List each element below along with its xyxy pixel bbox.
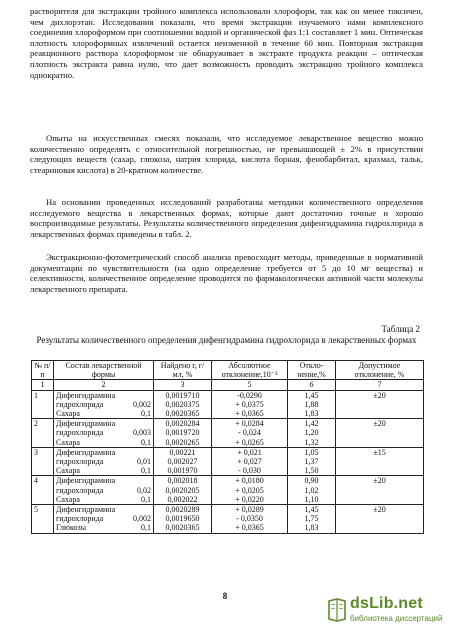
table-row xyxy=(32,447,424,476)
ingredient-quantity: 0,1 xyxy=(141,494,151,504)
header-composition: Состав лекарственной формы xyxy=(54,361,154,380)
ingredient-quantity: 0,002 xyxy=(133,399,151,409)
row-number: 5 xyxy=(32,505,54,534)
composition-line xyxy=(56,514,151,523)
relative-deviation-value: 1,20 xyxy=(304,428,319,438)
ingredient-name: Дифенгидрамина xyxy=(56,476,116,486)
absolute-deviation-cell xyxy=(212,476,288,505)
ingredient-name: Сахара xyxy=(56,494,80,504)
watermark-site[interactable]: dsLib.net xyxy=(350,595,423,612)
found-value: 0,001970 xyxy=(167,466,198,476)
table-row xyxy=(32,390,424,419)
ingredient-quantity: 0,1 xyxy=(141,409,151,419)
allowed-deviation-cell: ±20 xyxy=(336,390,424,419)
relative-deviation-value: 0,90 xyxy=(304,476,319,486)
ingredient-name: Глюкозы xyxy=(56,523,87,533)
table-row xyxy=(32,476,424,505)
relative-deviation-cell xyxy=(288,505,336,534)
found-value: 0,002022 xyxy=(167,494,198,504)
header-relative-deviation: Откло-нение,% xyxy=(288,361,336,380)
table-row xyxy=(32,505,424,534)
ingredient-name: гидрохлорида xyxy=(56,399,104,409)
ingredient-quantity: 0,01 xyxy=(137,457,151,467)
found-value: 0,0019720 xyxy=(165,428,200,438)
relative-deviation-value: 1,37 xyxy=(304,457,319,467)
header-number: № п/ п xyxy=(32,361,54,380)
paragraph-4: Экстракционно-фотометрический способ анализа превосходит методы, приведенные в нормативной документации по чувствительности (на одно определение требуется от 5 до 10 мг вещества) и селективности, количественное определение проводится по фармакологически активной части молекулы лекарственного препарата. xyxy=(30,252,423,294)
relative-deviation-value: 1,88 xyxy=(304,399,319,409)
ingredient-name: гидрохлорида xyxy=(56,428,104,438)
relative-deviation-cell xyxy=(288,390,336,419)
relative-deviation-cell xyxy=(288,476,336,505)
ingredient-name: Сахара xyxy=(56,437,80,447)
allowed-deviation-cell: ±15 xyxy=(336,447,424,476)
composition-line xyxy=(56,428,151,437)
relative-deviation-value: 1,83 xyxy=(304,409,319,419)
composition-line xyxy=(56,457,151,466)
column-number: 7 xyxy=(336,380,424,390)
found-value: 0,002018 xyxy=(167,476,198,486)
relative-deviation-value: 1,05 xyxy=(304,447,319,457)
found-value: 0,0020289 xyxy=(165,505,200,515)
absolute-deviation-value: + 0,027 xyxy=(237,457,262,467)
composition-line xyxy=(56,438,151,447)
ingredient-name: гидрохлорида xyxy=(56,457,104,467)
header-allowed-deviation: Допустимое отклонение, % xyxy=(336,361,424,380)
absolute-deviation-value: + 0,0375 xyxy=(235,399,264,409)
composition-line xyxy=(56,476,151,485)
absolute-deviation-value: -0,0290 xyxy=(237,390,262,400)
absolute-deviation-cell xyxy=(212,419,288,448)
found-cell xyxy=(154,505,212,534)
absolute-deviation-value: + 0,0265 xyxy=(235,437,264,447)
absolute-deviation-value: + 0,0180 xyxy=(235,476,264,486)
found-value: 0,0020375 xyxy=(165,399,200,409)
found-value: 0,002027 xyxy=(167,457,198,467)
absolute-deviation-value: - 0,0350 xyxy=(236,514,263,524)
table-caption: Таблица 2 xyxy=(381,324,420,334)
relative-deviation-value: 1,75 xyxy=(304,514,319,524)
ingredient-name: Дифенгидрамина xyxy=(56,390,116,400)
relative-deviation-value: 1,45 xyxy=(304,505,319,515)
ingredient-quantity: 0,003 xyxy=(133,428,151,438)
ingredient-name: Сахара xyxy=(56,466,80,476)
composition-cell xyxy=(54,447,154,476)
relative-deviation-value: 1,45 xyxy=(304,390,319,400)
watermark-subtitle: библиотека диссертаций xyxy=(350,614,443,623)
found-value: 0,0020284 xyxy=(165,419,200,429)
relative-deviation-cell xyxy=(288,419,336,448)
table-title: Результаты количественного определения дифенгидрамина гидрохлорида в лекарственных формах xyxy=(36,335,417,345)
row-number: 2 xyxy=(32,419,54,448)
relative-deviation-value: 1,02 xyxy=(304,485,319,495)
absolute-deviation-value: + 0,0205 xyxy=(235,485,264,495)
relative-deviation-cell xyxy=(288,447,336,476)
found-value: 0,0020265 xyxy=(165,437,200,447)
composition-line xyxy=(56,495,151,504)
found-value: 0,00221 xyxy=(169,447,196,457)
composition-cell xyxy=(54,390,154,419)
found-value: 0,0020205 xyxy=(165,485,200,495)
allowed-deviation-cell: ±20 xyxy=(336,476,424,505)
column-number-row xyxy=(32,380,424,390)
composition-line xyxy=(56,400,151,409)
row-number: 3 xyxy=(32,447,54,476)
composition-line xyxy=(56,391,151,400)
absolute-deviation-cell xyxy=(212,390,288,419)
found-value: 0,0020365 xyxy=(165,409,200,419)
absolute-deviation-cell xyxy=(212,505,288,534)
ingredient-name: гидрохлорида xyxy=(56,514,104,524)
composition-line xyxy=(56,505,151,514)
column-number: 1 xyxy=(32,380,54,390)
found-cell xyxy=(154,447,212,476)
table-body xyxy=(32,390,424,533)
composition-line xyxy=(56,466,151,475)
relative-deviation-value: 1,32 xyxy=(304,437,319,447)
column-number: 6 xyxy=(288,380,336,390)
found-value: 0,0019650 xyxy=(165,514,200,524)
absolute-deviation-value: + 0,021 xyxy=(237,447,262,457)
absolute-deviation-cell xyxy=(212,447,288,476)
ingredient-name: Дифенгидрамина xyxy=(56,447,116,457)
relative-deviation-value: 1,10 xyxy=(304,494,319,504)
composition-line xyxy=(56,523,151,532)
absolute-deviation-value: + 0,0365 xyxy=(235,409,264,419)
relative-deviation-value: 1,50 xyxy=(304,466,319,476)
ingredient-name: Сахара xyxy=(56,409,80,419)
header-found: Найдено г, г/мл, % xyxy=(154,361,212,380)
paragraph-1: растворителя для экстракции тройного комплекса использовали хлороформ, так как он менее токсичен, чем дихлорэтан. Исследования показали, что время экстракции изучаемого нами комплексного соединения хлороформом при соотношении водной и органической фаз 1:1 составляет 1 мин. Оптическая плотность хлороформных извлечений остается неизменной в течение 60 мин. Повторная экстракция реакционного раствора хлороформом не обнаруживает в экстракте продукта реакции – оптическая плотность экстракта равна нулю, что дает возможность проводить экстракцию тройного комплекса однократно. xyxy=(30,6,423,80)
found-value: 0,0019710 xyxy=(165,390,200,400)
composition-line xyxy=(56,419,151,428)
absolute-deviation-value: + 0,0365 xyxy=(235,523,264,533)
absolute-deviation-value: + 0,0220 xyxy=(235,494,264,504)
relative-deviation-value: 1,42 xyxy=(304,419,319,429)
row-number: 1 xyxy=(32,390,54,419)
absolute-deviation-value: - 0,024 xyxy=(238,428,261,438)
ingredient-name: гидрохлорида xyxy=(56,485,104,495)
relative-deviation-value: 1,83 xyxy=(304,523,319,533)
table-header-row xyxy=(32,361,424,380)
composition-cell xyxy=(54,505,154,534)
found-value: 0,0020365 xyxy=(165,523,200,533)
absolute-deviation-value: + 0,0289 xyxy=(235,505,264,515)
row-number: 4 xyxy=(32,476,54,505)
ingredient-quantity: 0,02 xyxy=(137,485,151,495)
found-cell xyxy=(154,390,212,419)
ingredient-quantity: 0,1 xyxy=(141,523,151,533)
paragraph-2: Опыты на искусственных смесях показали, что исследуемое лекарственное вещество можно количественно определять с относительной погрешностью, не превышающей ± 2% в присутствии следующих веществ (сахар, глюкоза, натрия хлорида, кислота борная, фенобарбитал, крахмал, тальк, стеариновая кислота) в 20-кратном количестве. xyxy=(30,133,423,175)
absolute-deviation-value: + 0,0284 xyxy=(235,419,264,429)
ingredient-name: Дифенгидрамина xyxy=(56,505,116,515)
ingredient-quantity: 0,1 xyxy=(141,466,151,476)
allowed-deviation-cell: ±20 xyxy=(336,505,424,534)
book-logo-icon xyxy=(326,597,348,623)
column-number: 3 xyxy=(154,380,212,390)
paragraph-3: На основании проведенных исследований разработаны методики количественного определения исследуемого вещества в лекарственных формах, которые дают достаточно точные и хорошо воспроизводимые результаты. Результаты количественного определения дифенгидрамина гидрохлорида в лекарственных формах приведены в табл. 2. xyxy=(30,197,423,239)
composition-line xyxy=(56,409,151,418)
ingredient-quantity: 0,002 xyxy=(133,514,151,524)
header-absolute-deviation: Абсолютное отклонение,10⁻³ xyxy=(212,361,288,380)
composition-line xyxy=(56,486,151,495)
table-row xyxy=(32,419,424,448)
ingredient-name: Дифенгидрамина xyxy=(56,419,116,429)
column-number: 2 xyxy=(54,380,154,390)
found-cell xyxy=(154,476,212,505)
composition-line xyxy=(56,448,151,457)
found-cell xyxy=(154,419,212,448)
watermark xyxy=(326,593,444,627)
ingredient-quantity: 0,1 xyxy=(141,437,151,447)
absolute-deviation-value: - 0,030 xyxy=(238,466,261,476)
page-number: 8 xyxy=(222,591,228,601)
results-table xyxy=(31,360,424,534)
composition-cell xyxy=(54,476,154,505)
composition-cell xyxy=(54,419,154,448)
allowed-deviation-cell: ±20 xyxy=(336,419,424,448)
column-number: 5 xyxy=(212,380,288,390)
